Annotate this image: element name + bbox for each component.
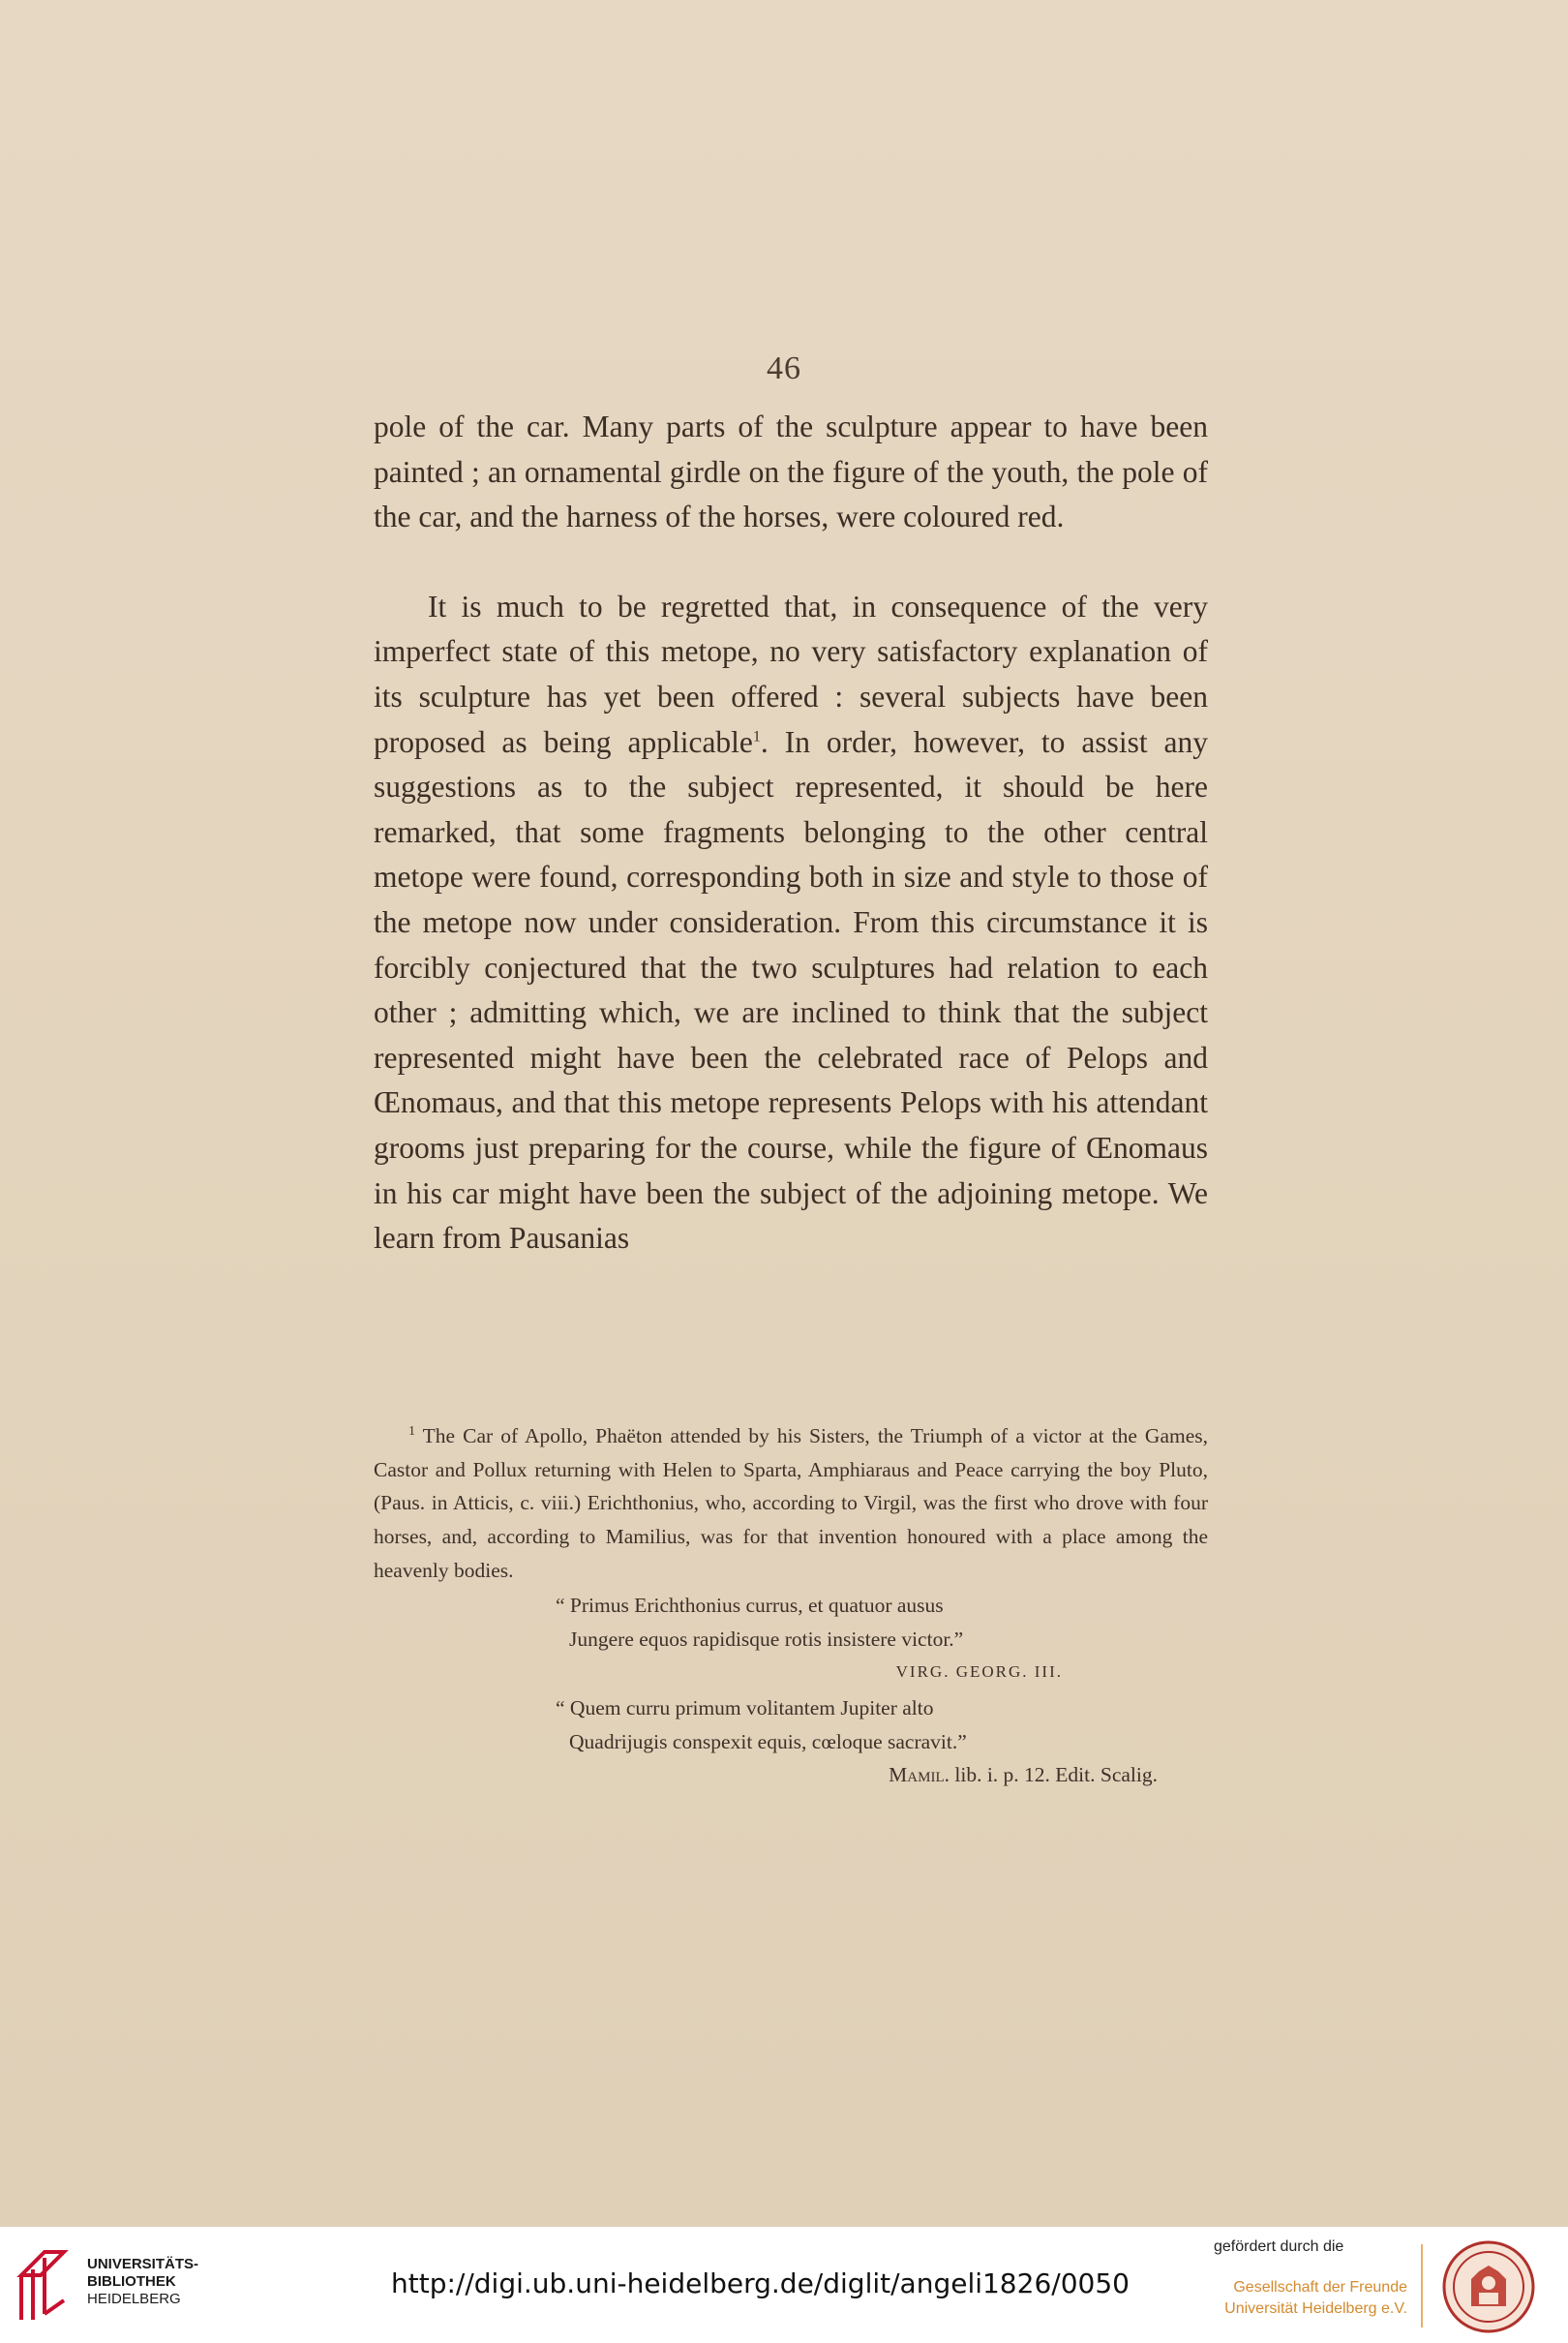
permalink-url[interactable]: http://digi.ub.uni-heidelberg.de/diglit/angeli1826/0050 <box>391 2267 1130 2299</box>
citation-mamilius <box>374 1758 1208 1792</box>
funded-by-label: gefördert durch die <box>1214 2238 1344 2255</box>
ub-heidelberg-logo-icon[interactable] <box>15 2246 70 2324</box>
footer-divider <box>1421 2244 1423 2328</box>
university-seal-icon[interactable] <box>1440 2238 1537 2335</box>
library-line: UNIVERSITÄTS- <box>87 2256 199 2272</box>
citation-author: Mamil. <box>889 1763 950 1787</box>
page-number: 46 <box>767 350 801 386</box>
body-text <box>374 405 1208 1262</box>
quote-line: Quadrijugis conspexit equis, cœloque sacravit.” <box>569 1729 967 1753</box>
quote-line: “ Primus Erichthonius currus, et quatuor ausus <box>556 1594 944 1618</box>
library-line: HEIDELBERG <box>87 2291 181 2307</box>
footnote-body: The Car of Apollo, Phaëton attended by his Sisters, the Triumph of a victor at the Games, Castor and Pollux returning with Helen to Sparta, Amphiaraus and Peace carrying the boy Pluto, (Paus. in Atticis, c. viii.) Erichthonius, who, according to Virgil, was the first who drove with four horses, and, according to Mamilius, was for that invention honoured with a place among the heavenly bodies. <box>374 1424 1208 1582</box>
quote-line: “ Quem curru primum volitantem Jupiter alto <box>556 1695 934 1719</box>
citation-virgil: VIRG. GEORG. III. <box>895 1662 1063 1682</box>
footer-bar <box>0 2227 1568 2343</box>
library-line: BIBLIOTHEK <box>87 2273 176 2290</box>
sponsor-name <box>1218 2277 1407 2320</box>
library-name <box>87 2256 198 2308</box>
sponsor-line: Gesellschaft der Freunde <box>1233 2279 1407 2296</box>
quote-mamilius <box>374 1691 1208 1758</box>
footnote-text <box>374 1415 1208 1587</box>
footnote-marker: 1 <box>408 1424 415 1439</box>
footnote-reference[interactable]: 1 <box>752 728 761 746</box>
quote-line: Jungere equos rapidisque rotis insistere victor.” <box>569 1627 964 1651</box>
paragraph-2 <box>374 585 1208 1262</box>
paragraph-2-part-1: It is much to be regretted that, in consequence of the very imperfect state of this metope, no very satisfactory explanation of its sculpture has yet been offered : several subjects have been proposed as being applicable <box>374 589 1208 759</box>
quote-virgil <box>374 1589 1208 1656</box>
paragraph-2-part-2: . In order, however, to assist any suggestions as to the subject represented, it should be here remarked, that some fragments belonging to the other central metope were found, corresponding both in size and style to those of the metope now under consideration. From this circumstance it is forcibly conjectured that the two sculptures had relation to each other ; admitting which, we are inclined to think that the subject represented might have been the celebrated race of Pelops and Œnomaus, and that this metope represents Pelops with his attendant grooms just preparing for the course, while the figure of Œnomaus in his car might have been the subject of the adjoining metope. We learn from Pausanias <box>374 724 1208 1256</box>
citation-ref: lib. i. p. 12. Edit. Scalig. <box>950 1763 1158 1787</box>
paragraph-1: pole of the car. Many parts of the sculpture appear to have been painted ; an ornamental girdle on the figure of the youth, the pole of the car, and the harness of the horses, were coloured red. <box>374 410 1208 534</box>
sponsor-line: Universität Heidelberg e.V. <box>1224 2300 1407 2317</box>
footnote <box>374 1415 1208 1792</box>
